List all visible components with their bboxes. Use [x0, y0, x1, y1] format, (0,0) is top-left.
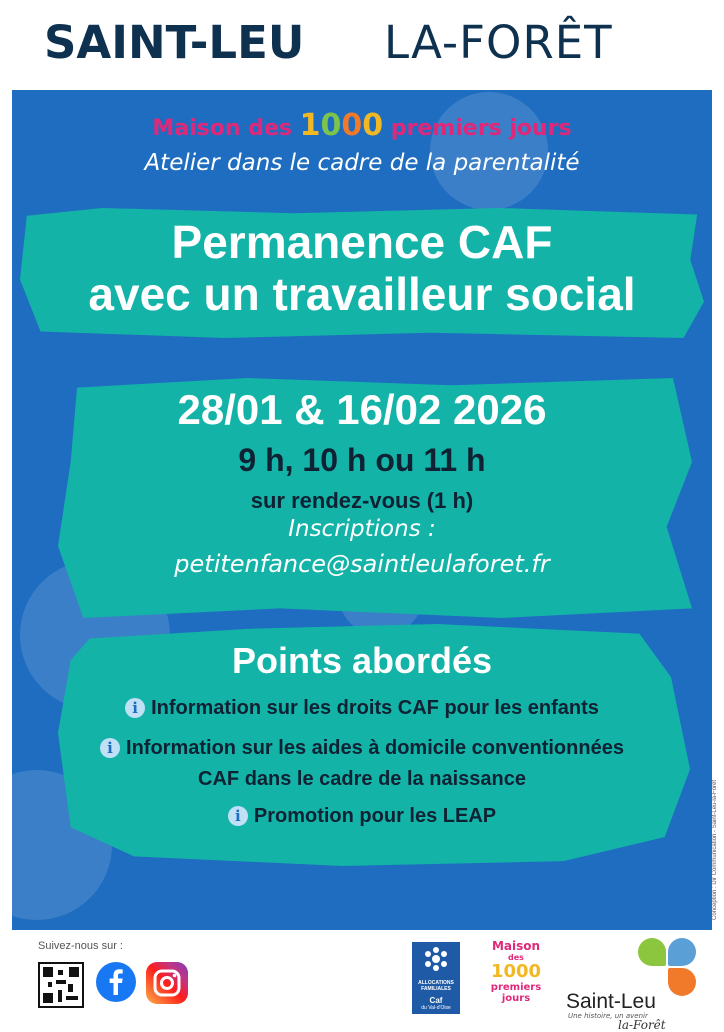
caf-label-line: ALLOCATIONS [418, 980, 454, 986]
town-title-light: LA-FORÊT [384, 16, 613, 69]
caf-name: Caf [429, 996, 443, 1005]
saint-leu-name: Saint-Leu [566, 990, 656, 1013]
point-item [12, 693, 712, 724]
caf-label-line: FAMILIALES [421, 986, 451, 992]
maison-word: Maison [152, 116, 241, 141]
caf-emblem-icon [412, 942, 460, 982]
point-item [12, 733, 712, 795]
maison-logo-digits: 1000 [490, 961, 542, 982]
saint-leu-tagline: Une histoire, un avenir [568, 1012, 648, 1020]
caf-logo [412, 942, 460, 1014]
facebook-icon[interactable] [96, 962, 136, 1002]
atelier-subtitle: Atelier dans le cadre de la parentalité [144, 150, 580, 176]
point-item [12, 801, 712, 832]
town-title-bold: SAINT-LEU [44, 16, 305, 69]
event-hours: 9 h, 10 h ou 11 h [238, 442, 486, 478]
point-text: CAF dans le cadre de la naissance [198, 768, 526, 790]
logo-leaf-icon [668, 968, 696, 996]
point-text: Information sur les droits CAF pour les enfants [151, 697, 599, 719]
maison-digit: 0 [320, 108, 342, 143]
maison-1000-logo [484, 940, 548, 1020]
maison-logo-word: jours [501, 993, 531, 1004]
follow-us-label: Suivez-nous sur : [38, 940, 123, 952]
maison-digit: 0 [341, 108, 363, 143]
maison-logo-word: Maison [491, 939, 541, 953]
maison-word: des [248, 116, 292, 141]
event-title [12, 216, 712, 320]
qr-code-icon[interactable] [38, 962, 84, 1008]
caf-label [412, 980, 460, 992]
maison-word: premiers jours [390, 116, 572, 141]
logo-leaf-icon [668, 938, 696, 966]
saint-leu-logo [566, 938, 706, 1032]
appointment-note: sur rendez-vous (1 h) [250, 488, 474, 513]
page-header [0, 0, 724, 88]
design-credit: Conception : Dir Communication - Saint-Leu-la-Forêt [712, 779, 718, 920]
caf-region: du Val-d'Oise [421, 1005, 451, 1011]
maison-logo-word: premiers [490, 982, 542, 993]
inscriptions-label: Inscriptions : [288, 516, 436, 542]
maison-digit: 1 [299, 108, 321, 143]
maison-logo-number [484, 962, 548, 982]
info-icon: i [125, 698, 145, 718]
event-title-line1: Permanence CAF [171, 216, 553, 268]
points-title: Points abordés [231, 640, 493, 681]
maison-digit: 0 [362, 108, 384, 143]
maison-1000-heading [12, 108, 712, 143]
info-icon: i [100, 738, 120, 758]
point-text: Information sur les aides à domicile conventionnées [126, 737, 624, 759]
logo-leaf-icon [638, 938, 666, 966]
poster-panel [12, 90, 712, 930]
maison-logo-word: des [508, 953, 524, 962]
saint-leu-sub: la-Forêt [618, 1018, 666, 1032]
point-text: Promotion pour les LEAP [253, 805, 497, 827]
contact-email: petitenfance@saintleulaforet.fr [174, 550, 550, 578]
instagram-icon[interactable] [146, 962, 188, 1004]
event-dates: 28/01 & 16/02 2026 [177, 386, 547, 433]
event-title-line2: avec un travailleur social [88, 268, 636, 320]
info-icon: i [228, 806, 248, 826]
